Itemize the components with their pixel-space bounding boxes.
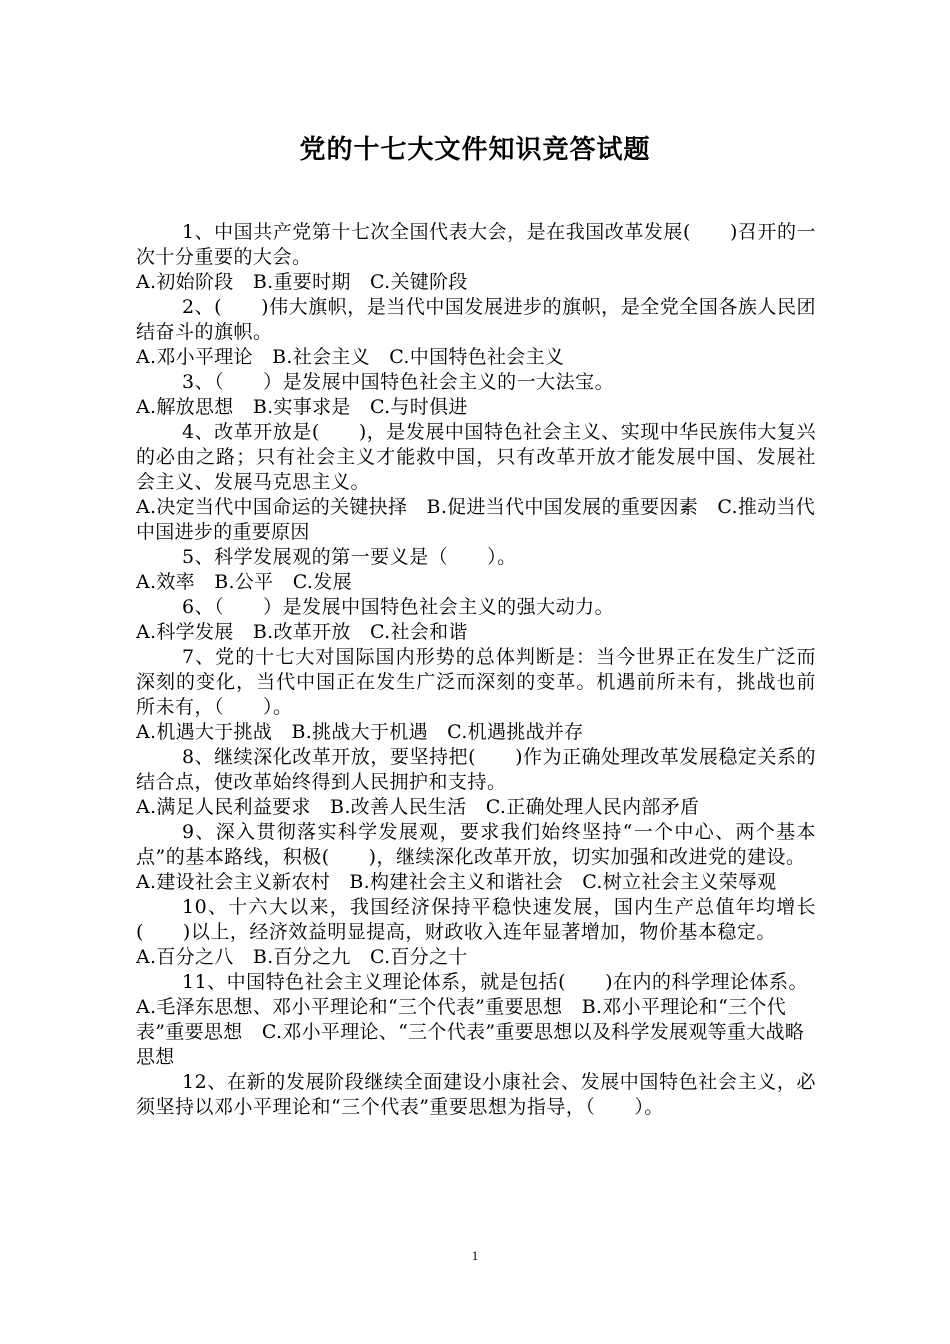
question-12-text: 12、在新的发展阶段继续全面建设小康社会、发展中国特色社会主义，必须坚持以邓小平理论和“三个代表”重要思想为指导，（ ）。 — [136, 1071, 816, 1118]
question-9-options: A.建设社会主义新农村 B.构建社会主义和谐社会 C.树立社会主义荣辱观 — [136, 871, 777, 893]
question-7-text: 7、党的十七大对国际国内形势的总体判断是：当今世界正在发生广泛而深刻的变化，当代中国正在发生广泛而深刻的变革。机遇前所未有，挑战也前所未有，（ ）。 — [136, 646, 816, 718]
question-2-options: A.邓小平理论 B.社会主义 C.中国特色社会主义 — [136, 346, 565, 368]
question-6-options: A.科学发展 B.改革开放 C.社会和谐 — [136, 621, 468, 643]
question-3-text: 3、（ ）是发展中国特色社会主义的一大法宝。 — [182, 371, 615, 393]
question-10-text: 10、十六大以来，我国经济保持平稳快速发展，国内生产总值年均增长( )以上，经济效益明显提高，财政收入连年显著增加，物价基本稳定。 — [136, 896, 816, 943]
question-2-text: 2、( )伟大旗帜，是当代中国发展进步的旗帜，是全党全国各族人民团结奋斗的旗帜。 — [136, 296, 816, 343]
question-8-text: 8、继续深化改革开放，要坚持把( )作为正确处理改革发展稳定关系的结合点，使改革始终得到人民拥护和支持。 — [136, 746, 816, 793]
document-title: 党的十七大文件知识竞答试题 — [299, 135, 651, 165]
question-11-text: 11、中国特色社会主义理论体系，就是包括( )在内的科学理论体系。 — [182, 971, 809, 993]
question-7-options: A.机遇大于挑战 B.挑战大于机遇 C.机遇挑战并存 — [136, 721, 584, 743]
question-1-text: 1、中国共产党第十七次全国代表大会，是在我国改革发展( )召开的一次十分重要的大会。 — [136, 221, 816, 268]
page-number: 1 — [471, 1248, 479, 1263]
question-8-options: A.满足人民利益要求 B.改善人民生活 C.正确处理人民内部矛盾 — [136, 796, 700, 818]
question-6-text: 6、（ ）是发展中国特色社会主义的强大动力。 — [182, 596, 615, 618]
question-11-options: A.毛泽东思想、邓小平理论和“三个代表”重要思想 B.邓小平理论和“三个代表”重要思想 C.邓小平理论、“三个代表”重要思想以及科学发展观等重大战略思想 — [136, 996, 805, 1068]
question-4-text: 4、改革开放是( )，是发展中国特色社会主义、实现中华民族伟大复兴的必由之路；只有社会主义才能救中国，只有改革开放才能发展中国、发展社会主义、发展马克思主义。 — [136, 421, 816, 493]
question-1-options: A.初始阶段 B.重要时期 C.关键阶段 — [136, 271, 468, 293]
question-4-options: A.决定当代中国命运的关键抉择 B.促进当代中国发展的重要因素 C.推动当代中国进步的重要原因 — [136, 496, 816, 543]
question-5-text: 5、科学发展观的第一要义是（ ）。 — [182, 546, 517, 568]
question-3-options: A.解放思想 B.实事求是 C.与时俱进 — [136, 396, 468, 418]
question-10-options: A.百分之八 B.百分之九 C.百分之十 — [136, 946, 468, 968]
question-list — [136, 220, 816, 1120]
question-5-options: A.效率 B.公平 C.发展 — [136, 571, 352, 593]
question-9-text: 9、深入贯彻落实科学发展观，要求我们始终坚持“一个中心、两个基本点”的基本路线，积极( )，继续深化改革开放，切实加强和改进党的建设。 — [136, 821, 816, 868]
